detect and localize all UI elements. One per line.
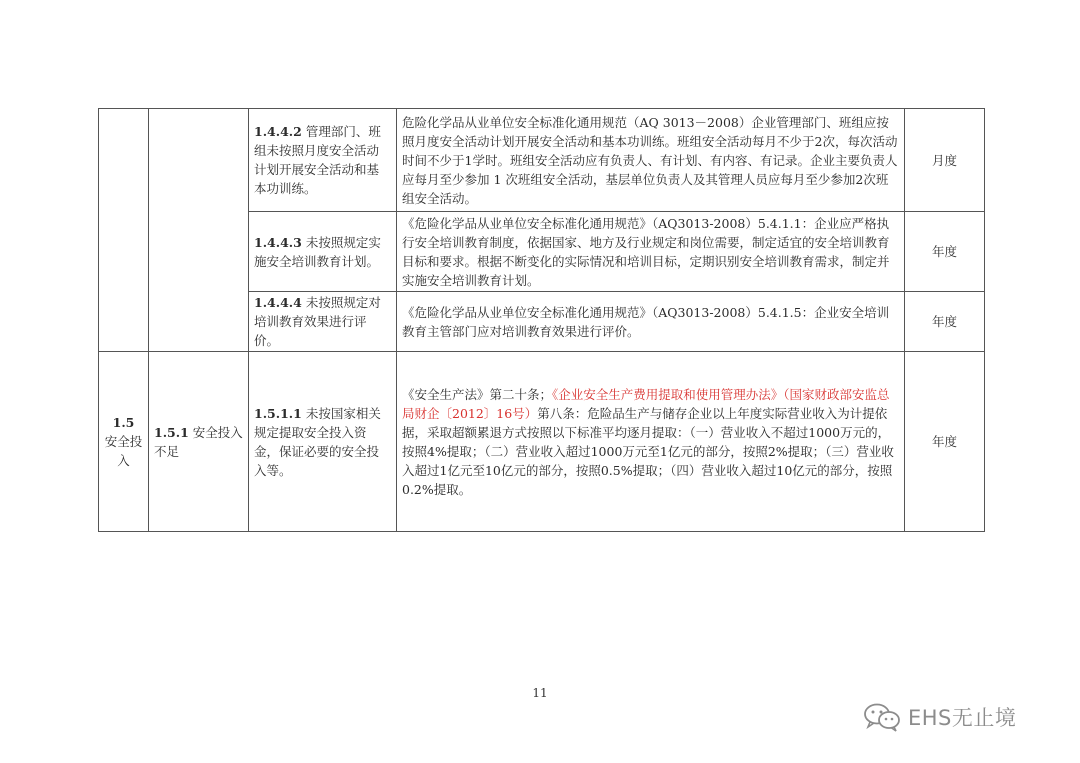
frequency-text: 年度: [931, 434, 957, 449]
item-text: 未按照规定对培训教育效果进行评价。: [254, 295, 381, 348]
basis-text: 危险化学品从业单位安全标准化通用规范（AQ 3013－2008）企业管理部门、班组应按照月度安全活动计划开展安全活动和基本功训练。班组安全活动每月不少于2次，每次活动时间不少于1学时。班组安全活动应有负责人、有计划、有内容、有记录。企业主要负责人应每月至少参加 1 次班组安全活动，基层单位负责人及其管理人员应每月至少参加2次班组安全活动。: [402, 114, 898, 206]
subsection-code: 1.5.1: [154, 424, 189, 440]
table-row: [99, 352, 985, 532]
section-cell: [99, 352, 149, 532]
subsection-name: 安全投入不足: [154, 424, 243, 459]
frequency-text: 年度: [931, 314, 957, 329]
section-name: 安全投入: [104, 434, 143, 468]
item-text: 未按国家相关规定提取安全投入资金，保证必要的安全投入等。: [254, 405, 381, 478]
basis-suffix: 第八条：危险品生产与储存企业以上年度实际营业收入为计提依据，采取超额累退方式按照以下标准平均逐月提取：（一）营业收入不超过1000万元的，按照4%提取；（二）营业收入超过1000万元至1亿元的部分，按照2%提取；（三）营业收入超过1亿元至10亿元的部分，按照0.5%提取；（四）营业收入超过10亿元的部分，按照0.2%提取。: [402, 405, 894, 497]
wechat-icon: [862, 702, 902, 732]
item-code: 1.4.4.2: [254, 124, 302, 139]
subsection-cell-empty: [149, 109, 249, 352]
basis-red-citation: 《企业安全生产费用提取和使用管理办法》（国家财政部安监总局财企〔2012〕16号）: [402, 386, 890, 421]
basis-text: 《危险化学品从业单位安全标准化通用规范》（AQ3013-2008）5.4.1.1：企业应严格执行安全培训教育制度，依据国家、地方及行业规定和岗位需要，制定适宜的安全培训教育目标和要求。根据不断变化的实际情况和培训目标，定期识别安全培训教育需求，制定并实施安全培训教育计划。: [402, 215, 890, 288]
item-cell: [249, 292, 397, 352]
watermark-text: EHS无止境: [908, 706, 1017, 730]
subsection-cell: [149, 352, 249, 532]
item-cell: [249, 109, 397, 212]
regulation-table: [98, 108, 985, 532]
item-text: 管理部门、班组未按照月度安全活动计划开展安全活动和基本功训练。: [254, 124, 381, 196]
frequency-cell: [905, 212, 985, 292]
section-cell-empty: [99, 109, 149, 352]
basis-cell: [397, 352, 905, 532]
frequency-cell: [905, 292, 985, 352]
basis-cell: [397, 212, 905, 292]
basis-cell: [397, 109, 905, 212]
frequency-cell: [905, 352, 985, 532]
section-code: 1.5: [112, 415, 135, 430]
item-code: 1.4.4.4: [254, 295, 302, 310]
frequency-text: 月度: [931, 152, 957, 168]
frequency-cell: [905, 109, 985, 212]
basis-prefix: 《安全生产法》第二十条；: [402, 386, 553, 402]
watermark: [862, 700, 1062, 734]
item-code: 1.5.1.1: [254, 405, 302, 421]
basis-cell: [397, 292, 905, 352]
frequency-text: 年度: [931, 244, 957, 259]
item-cell: [249, 352, 397, 532]
basis-text: 《危险化学品从业单位安全标准化通用规范》（AQ3013-2008）5.4.1.5：企业安全培训教育主管部门应对培训教育效果进行评价。: [402, 304, 890, 339]
page-number: 11: [532, 686, 548, 700]
item-text: 未按照规定实施安全培训教育计划。: [254, 234, 381, 269]
item-cell: [249, 212, 397, 292]
item-code: 1.4.4.3: [254, 234, 302, 250]
table-row: [99, 109, 985, 212]
